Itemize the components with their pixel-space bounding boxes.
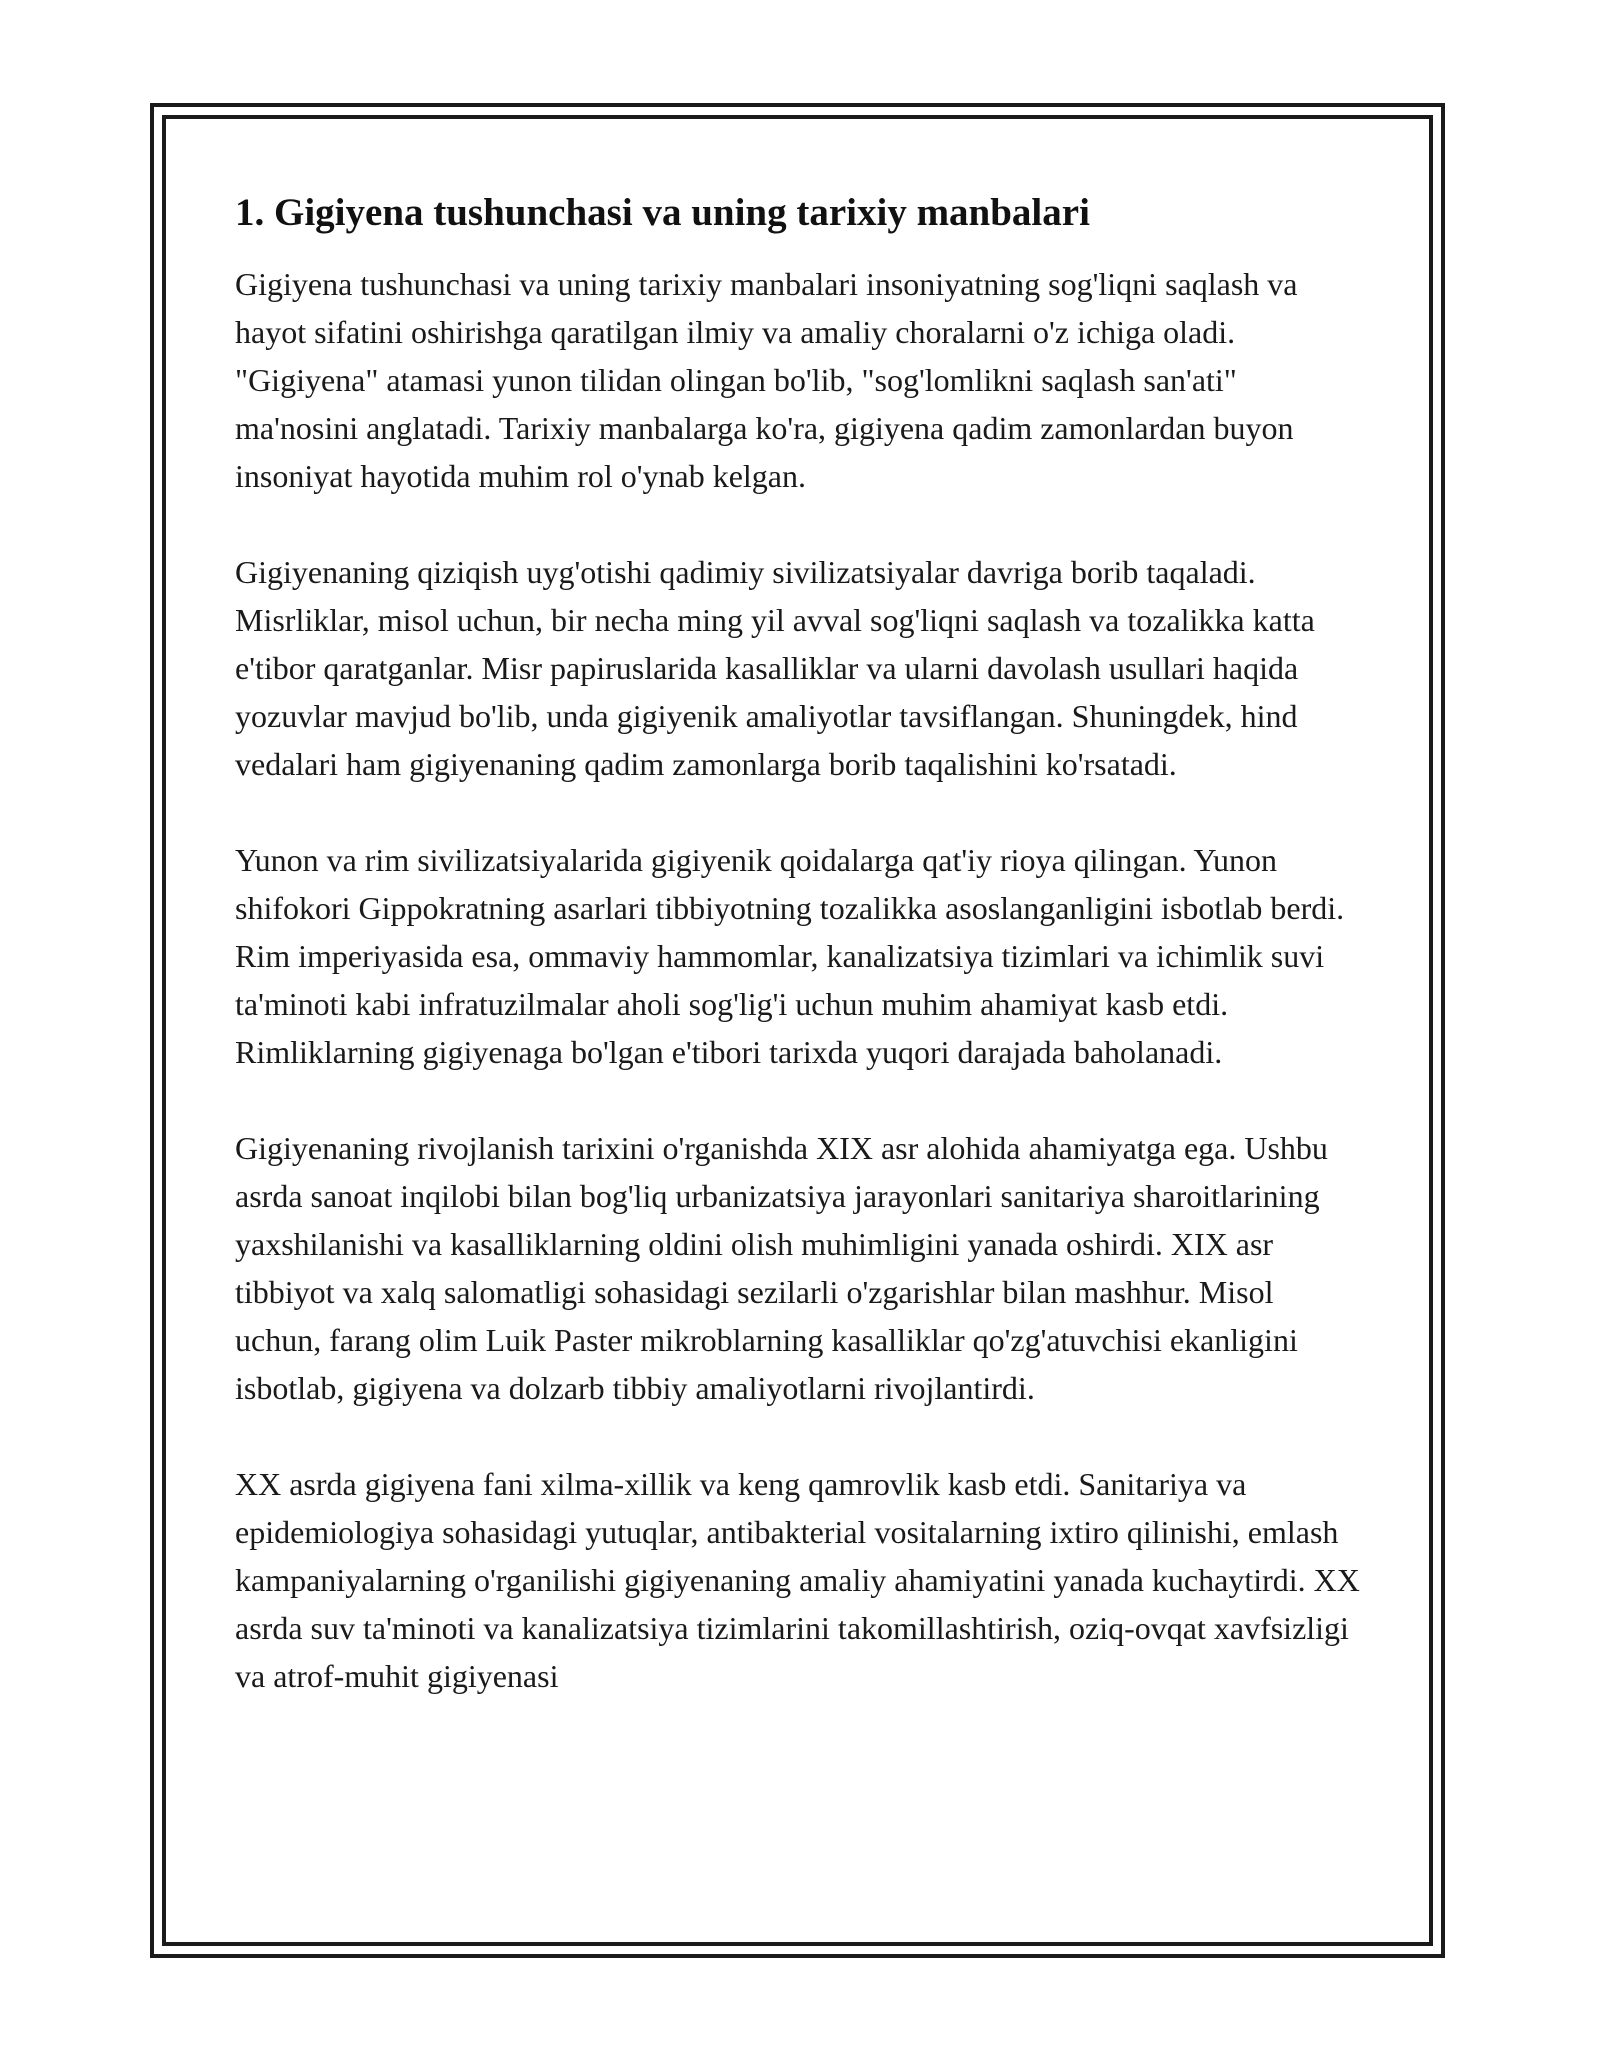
section-heading: 1. Gigiyena tushunchasi va uning tarixiy manbalari [235,191,1090,234]
document-body [235,188,1365,1748]
paragraph-3: Yunon va rim sivilizatsiyalarida gigiyenik qoidalarga qat'iy rioya qilingan. Yunon shifokori Gippokratning asarlari tibbiyotning tozalikka asoslanganligini isbotlab berdi. Rim imperiyasida esa, ommaviy hammomlar, kanalizatsiya tizimlari va ichimlik suvi ta'minoti kabi infratuzilmalar aholi sog'lig'i uchun muhim ahamiyat kasb etdi. Rimliklarning gigiyenaga bo'lgan e'tibori tarixda yuqori darajada baholanadi. [235,842,1345,1070]
paragraph-4: Gigiyenaning rivojlanish tarixini o'rganishda XIX asr alohida ahamiyatga ega. Ushbu asrda sanoat inqilobi bilan bog'liq urbanizatsiya jarayonlari sanitariya sharoitlarining yaxshilanishi va kasalliklarning oldini olish muhimligini yanada oshirdi. XIX asr tibbiyot va xalq salomatligi sohasidagi sezilarli o'zgarishlar bilan mashhur. Misol uchun, farang olim Luik Paster mikroblarning kasalliklar qo'zg'atuvchisi ekanligini isbotlab, gigiyena va dolzarb tibbiy amaliyotlarni rivojlantirdi. [235,1130,1328,1406]
paragraph-2: Gigiyenaning qiziqish uyg'otishi qadimiy sivilizatsiyalar davriga borib taqaladi. Misrliklar, misol uchun, bir necha ming yil avval sog'liqni saqlash va tozalikka katta e'tibor qaratganlar. Misr papiruslarida kasalliklar va ularni davolash usullari haqida yozuvlar mavjud bo'lib, unda gigiyenik amaliyotlar tavsiflangan. Shuningdek, hind vedalari ham gigiyenaning qadim zamonlarga borib taqalishini ko'rsatadi. [235,554,1315,782]
paragraph-5: XX asrda gigiyena fani xilma-xillik va keng qamrovlik kasb etdi. Sanitariya va epidemiologiya sohasidagi yutuqlar, antibakterial vositalarning ixtiro qilinishi, emlash kampaniyalarning o'rganilishi gigiyenaning amaliy ahamiyatini yanada kuchaytirdi. XX asrda suv ta'minoti va kanalizatsiya tizimlarini takomillashtirish, oziq-ovqat xavfsizligi va atrof-muhit gigiyenasi [235,1466,1360,1694]
paragraph-1: Gigiyena tushunchasi va uning tarixiy manbalari insoniyatning sog'liqni saqlash va hayot sifatini oshirishga qaratilgan ilmiy va amaliy choralarni o'z ichiga oladi. "Gigiyena" atamasi yunon tilidan olingan bo'lib, "sog'lomlikni saqlash san'ati" ma'nosini anglatadi. Tarixiy manbalarga ko'ra, gigiyena qadim zamonlardan buyon insoniyat hayotida muhim rol o'ynab kelgan. [235,266,1298,494]
